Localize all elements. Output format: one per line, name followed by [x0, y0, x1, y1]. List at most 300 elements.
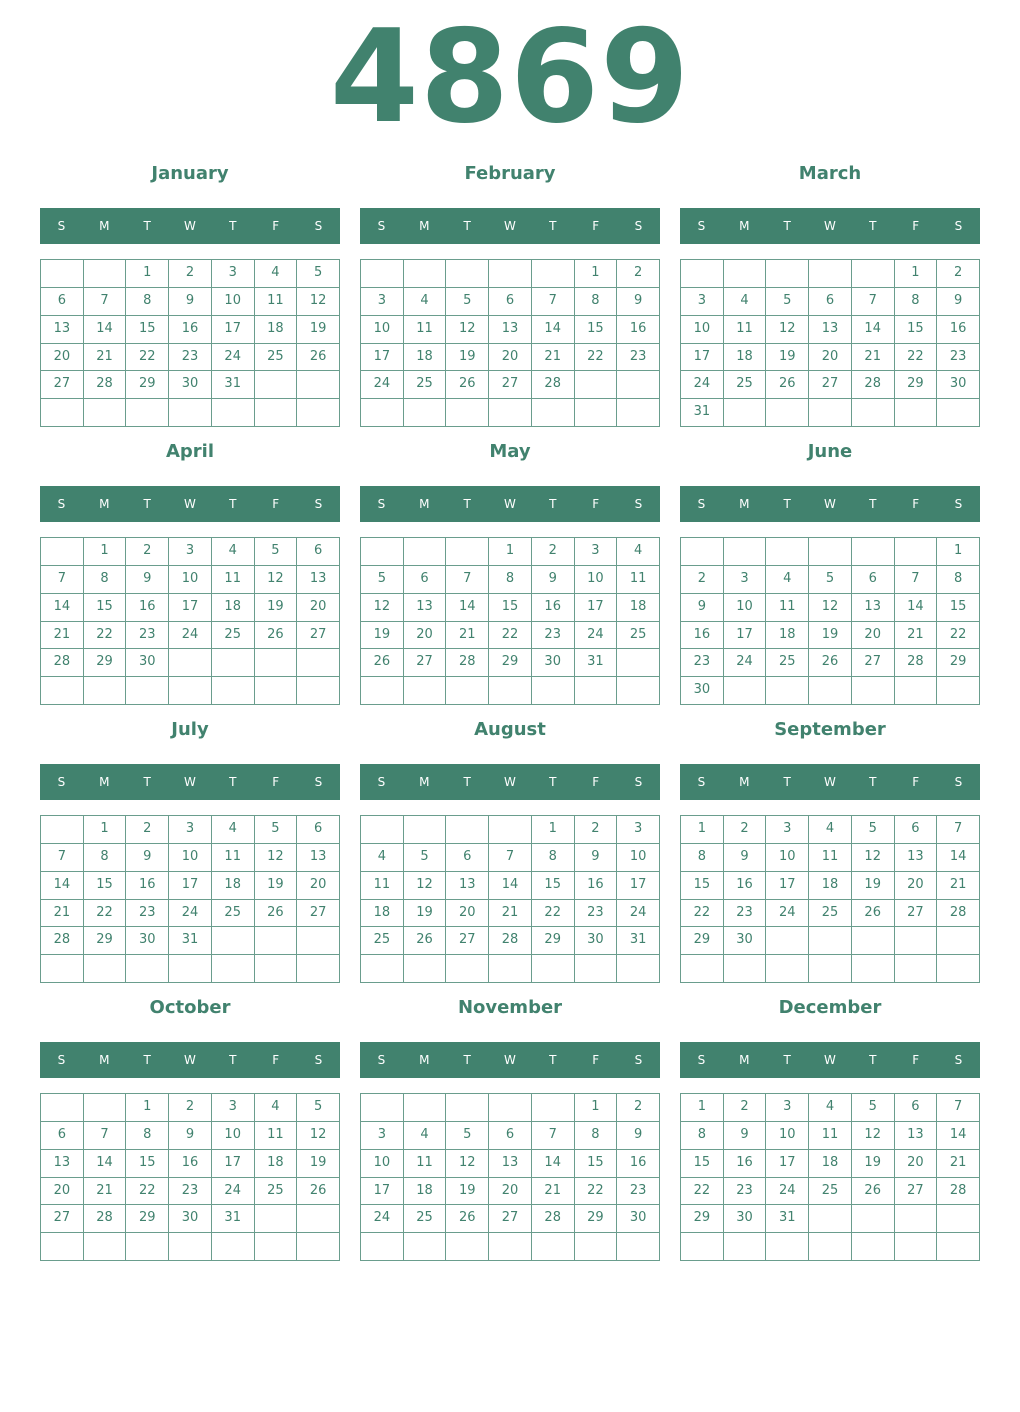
- empty-day-cell: [169, 955, 212, 983]
- day-cell: 13: [297, 566, 340, 594]
- empty-day-cell: [169, 399, 212, 427]
- empty-day-cell: [361, 1094, 404, 1122]
- day-cell: 20: [852, 622, 895, 650]
- empty-day-cell: [766, 538, 809, 566]
- day-cell: 31: [169, 927, 212, 955]
- weekday-label: W: [184, 1053, 196, 1067]
- day-cell: 13: [297, 844, 340, 872]
- empty-day-cell: [937, 399, 980, 427]
- day-cell: 20: [446, 900, 489, 928]
- weekday-label: F: [272, 775, 280, 789]
- day-cell: 26: [852, 900, 895, 928]
- day-cell: 25: [212, 622, 255, 650]
- day-cell: 2: [617, 1094, 660, 1122]
- day-cell: 3: [361, 288, 404, 316]
- empty-day-cell: [361, 260, 404, 288]
- month-name: January: [151, 163, 229, 184]
- day-cell: 21: [41, 900, 84, 928]
- day-cell: 9: [169, 1122, 212, 1150]
- day-cell: 30: [532, 649, 575, 677]
- empty-day-cell: [41, 816, 84, 844]
- day-cell: 18: [617, 594, 660, 622]
- day-cell: 7: [84, 1122, 127, 1150]
- day-cell: 7: [937, 1094, 980, 1122]
- day-cell: 15: [84, 594, 127, 622]
- empty-day-cell: [766, 955, 809, 983]
- empty-day-cell: [532, 399, 575, 427]
- empty-day-cell: [84, 1233, 127, 1261]
- weekday-label: S: [377, 219, 386, 233]
- day-cell: 14: [852, 316, 895, 344]
- empty-day-cell: [532, 1233, 575, 1261]
- weekday-header: [360, 208, 660, 244]
- day-cell: 20: [895, 872, 938, 900]
- day-cell: 3: [212, 260, 255, 288]
- day-cell: 26: [255, 900, 298, 928]
- day-cell: 21: [41, 622, 84, 650]
- day-cell: 26: [446, 1205, 489, 1233]
- day-cell: 11: [724, 316, 767, 344]
- day-cell: 29: [681, 927, 724, 955]
- day-cell: 9: [681, 594, 724, 622]
- day-cell: 17: [766, 872, 809, 900]
- weekday-label: T: [229, 775, 237, 789]
- empty-day-cell: [212, 677, 255, 705]
- empty-day-cell: [446, 1094, 489, 1122]
- weekday-label: T: [229, 497, 237, 511]
- weekday-label: S: [377, 497, 386, 511]
- day-cell: 6: [297, 538, 340, 566]
- day-cell: 24: [169, 900, 212, 928]
- day-cell: 20: [41, 344, 84, 372]
- weekday-label: T: [783, 497, 791, 511]
- empty-day-cell: [41, 1094, 84, 1122]
- day-cell: 15: [575, 316, 618, 344]
- empty-day-cell: [255, 649, 298, 677]
- day-cell: 3: [169, 538, 212, 566]
- weekday-label: T: [549, 219, 557, 233]
- empty-day-cell: [297, 677, 340, 705]
- empty-day-cell: [169, 649, 212, 677]
- day-cell: 17: [169, 872, 212, 900]
- weekday-label: S: [954, 1053, 963, 1067]
- day-cell: 17: [169, 594, 212, 622]
- weekday-label: T: [869, 219, 877, 233]
- day-cell: 21: [489, 900, 532, 928]
- day-cell: 13: [895, 844, 938, 872]
- day-cell: 21: [532, 344, 575, 372]
- empty-day-cell: [937, 677, 980, 705]
- month-name: May: [489, 441, 531, 462]
- day-cell: 5: [361, 566, 404, 594]
- day-cell: 2: [532, 538, 575, 566]
- day-cell: 17: [212, 316, 255, 344]
- empty-day-cell: [681, 260, 724, 288]
- weekday-label: F: [912, 775, 920, 789]
- day-cell: 10: [617, 844, 660, 872]
- day-cell: 16: [575, 872, 618, 900]
- day-cell: 24: [724, 649, 767, 677]
- day-cell: 12: [809, 594, 852, 622]
- day-cell: 30: [126, 649, 169, 677]
- day-cell: 10: [766, 844, 809, 872]
- day-grid: [40, 259, 340, 427]
- weekday-label: S: [314, 775, 323, 789]
- empty-day-cell: [446, 260, 489, 288]
- empty-day-cell: [41, 260, 84, 288]
- day-cell: 28: [937, 1178, 980, 1206]
- day-cell: 4: [617, 538, 660, 566]
- weekday-label: S: [377, 1053, 386, 1067]
- empty-day-cell: [489, 816, 532, 844]
- empty-day-cell: [575, 677, 618, 705]
- day-cell: 22: [126, 344, 169, 372]
- day-cell: 4: [766, 566, 809, 594]
- day-cell: 10: [169, 566, 212, 594]
- empty-day-cell: [617, 649, 660, 677]
- day-cell: 4: [809, 816, 852, 844]
- empty-day-cell: [575, 371, 618, 399]
- day-grid: [680, 259, 980, 427]
- day-cell: 9: [937, 288, 980, 316]
- empty-day-cell: [766, 1233, 809, 1261]
- empty-day-cell: [937, 927, 980, 955]
- day-grid: [680, 815, 980, 983]
- day-cell: 9: [126, 844, 169, 872]
- day-cell: 17: [212, 1150, 255, 1178]
- empty-day-cell: [126, 399, 169, 427]
- day-cell: 30: [169, 1205, 212, 1233]
- empty-day-cell: [255, 927, 298, 955]
- weekday-label: W: [184, 497, 196, 511]
- day-cell: 7: [446, 566, 489, 594]
- day-grid: [680, 537, 980, 705]
- empty-day-cell: [852, 1205, 895, 1233]
- day-cell: 8: [937, 566, 980, 594]
- day-cell: 30: [169, 371, 212, 399]
- day-cell: 1: [84, 816, 127, 844]
- day-cell: 12: [255, 844, 298, 872]
- day-cell: 1: [937, 538, 980, 566]
- empty-day-cell: [446, 1233, 489, 1261]
- day-cell: 11: [404, 1150, 447, 1178]
- day-cell: 31: [212, 1205, 255, 1233]
- empty-day-cell: [617, 955, 660, 983]
- day-cell: 24: [617, 900, 660, 928]
- day-cell: 5: [297, 260, 340, 288]
- day-cell: 8: [126, 1122, 169, 1150]
- day-cell: 28: [84, 1205, 127, 1233]
- empty-day-cell: [297, 927, 340, 955]
- day-cell: 14: [937, 1122, 980, 1150]
- day-cell: 26: [297, 1178, 340, 1206]
- empty-day-cell: [255, 955, 298, 983]
- day-cell: 27: [297, 900, 340, 928]
- empty-day-cell: [446, 816, 489, 844]
- day-cell: 14: [895, 594, 938, 622]
- day-cell: 1: [489, 538, 532, 566]
- day-cell: 9: [617, 1122, 660, 1150]
- empty-day-cell: [126, 1233, 169, 1261]
- weekday-label: S: [697, 1053, 706, 1067]
- day-cell: 9: [617, 288, 660, 316]
- day-cell: 3: [575, 538, 618, 566]
- empty-day-cell: [297, 399, 340, 427]
- empty-day-cell: [255, 1233, 298, 1261]
- day-cell: 15: [84, 872, 127, 900]
- empty-day-cell: [766, 260, 809, 288]
- empty-day-cell: [724, 538, 767, 566]
- day-cell: 30: [681, 677, 724, 705]
- day-cell: 4: [404, 288, 447, 316]
- day-cell: 27: [41, 371, 84, 399]
- day-cell: 26: [809, 649, 852, 677]
- day-cell: 14: [446, 594, 489, 622]
- month-name: June: [807, 441, 853, 462]
- day-cell: 11: [255, 1122, 298, 1150]
- day-cell: 5: [446, 288, 489, 316]
- weekday-label: T: [143, 1053, 151, 1067]
- day-cell: 5: [809, 566, 852, 594]
- weekday-label: M: [99, 219, 110, 233]
- empty-day-cell: [532, 955, 575, 983]
- day-cell: 26: [852, 1178, 895, 1206]
- weekday-label: M: [419, 775, 430, 789]
- month-name: March: [798, 163, 862, 184]
- weekday-label: M: [99, 1053, 110, 1067]
- day-cell: 27: [41, 1205, 84, 1233]
- day-cell: 17: [724, 622, 767, 650]
- day-cell: 22: [84, 622, 127, 650]
- day-cell: 12: [361, 594, 404, 622]
- day-cell: 22: [937, 622, 980, 650]
- weekday-label: S: [314, 1053, 323, 1067]
- day-cell: 30: [724, 927, 767, 955]
- weekday-label: S: [57, 775, 66, 789]
- month-name: April: [165, 441, 215, 462]
- empty-day-cell: [404, 816, 447, 844]
- day-cell: 31: [766, 1205, 809, 1233]
- day-cell: 10: [724, 594, 767, 622]
- empty-day-cell: [41, 955, 84, 983]
- day-grid: [360, 259, 660, 427]
- day-cell: 29: [84, 927, 127, 955]
- day-cell: 8: [126, 288, 169, 316]
- weekday-label: S: [377, 775, 386, 789]
- weekday-header: [360, 486, 660, 522]
- day-cell: 29: [895, 371, 938, 399]
- day-cell: 18: [404, 344, 447, 372]
- weekday-label: M: [99, 775, 110, 789]
- empty-day-cell: [84, 260, 127, 288]
- day-cell: 6: [446, 844, 489, 872]
- day-cell: 8: [681, 1122, 724, 1150]
- empty-day-cell: [809, 1205, 852, 1233]
- day-cell: 2: [617, 260, 660, 288]
- weekday-label: T: [549, 775, 557, 789]
- empty-day-cell: [617, 399, 660, 427]
- empty-day-cell: [575, 955, 618, 983]
- day-cell: 8: [681, 844, 724, 872]
- day-cell: 12: [446, 1150, 489, 1178]
- day-cell: 11: [766, 594, 809, 622]
- day-cell: 18: [212, 872, 255, 900]
- day-cell: 7: [41, 566, 84, 594]
- day-cell: 19: [852, 872, 895, 900]
- day-cell: 16: [724, 1150, 767, 1178]
- day-cell: 10: [212, 288, 255, 316]
- day-cell: 21: [532, 1178, 575, 1206]
- day-cell: 1: [532, 816, 575, 844]
- day-cell: 25: [617, 622, 660, 650]
- empty-day-cell: [361, 955, 404, 983]
- weekday-label: T: [463, 219, 471, 233]
- empty-day-cell: [297, 371, 340, 399]
- empty-day-cell: [489, 955, 532, 983]
- day-cell: 10: [681, 316, 724, 344]
- month-name: August: [474, 719, 546, 740]
- day-cell: 3: [212, 1094, 255, 1122]
- day-cell: 16: [169, 316, 212, 344]
- day-cell: 22: [681, 1178, 724, 1206]
- day-cell: 9: [724, 844, 767, 872]
- day-cell: 5: [255, 816, 298, 844]
- weekday-label: S: [634, 775, 643, 789]
- day-cell: 23: [724, 1178, 767, 1206]
- day-cell: 12: [297, 288, 340, 316]
- day-cell: 28: [852, 371, 895, 399]
- day-cell: 18: [255, 316, 298, 344]
- weekday-label: T: [463, 497, 471, 511]
- weekday-header: [680, 208, 980, 244]
- day-cell: 4: [361, 844, 404, 872]
- day-cell: 10: [766, 1122, 809, 1150]
- weekday-header: [680, 764, 980, 800]
- weekday-label: M: [419, 1053, 430, 1067]
- day-grid: [360, 537, 660, 705]
- empty-day-cell: [895, 1233, 938, 1261]
- day-cell: 4: [404, 1122, 447, 1150]
- day-cell: 22: [84, 900, 127, 928]
- day-cell: 24: [169, 622, 212, 650]
- weekday-label: M: [739, 497, 750, 511]
- day-cell: 27: [895, 900, 938, 928]
- day-cell: 5: [446, 1122, 489, 1150]
- empty-day-cell: [617, 371, 660, 399]
- day-cell: 29: [575, 1205, 618, 1233]
- day-cell: 12: [446, 316, 489, 344]
- day-cell: 19: [852, 1150, 895, 1178]
- day-cell: 2: [724, 1094, 767, 1122]
- empty-day-cell: [255, 371, 298, 399]
- empty-day-cell: [895, 927, 938, 955]
- day-cell: 5: [297, 1094, 340, 1122]
- day-cell: 17: [681, 344, 724, 372]
- day-cell: 20: [489, 344, 532, 372]
- day-cell: 4: [809, 1094, 852, 1122]
- empty-day-cell: [895, 955, 938, 983]
- day-cell: 13: [404, 594, 447, 622]
- empty-day-cell: [489, 677, 532, 705]
- day-cell: 9: [575, 844, 618, 872]
- day-cell: 6: [41, 288, 84, 316]
- day-cell: 9: [532, 566, 575, 594]
- day-cell: 1: [681, 1094, 724, 1122]
- weekday-label: W: [504, 775, 516, 789]
- day-cell: 18: [255, 1150, 298, 1178]
- day-cell: 15: [532, 872, 575, 900]
- day-cell: 21: [937, 872, 980, 900]
- day-cell: 13: [489, 316, 532, 344]
- empty-day-cell: [361, 1233, 404, 1261]
- empty-day-cell: [809, 677, 852, 705]
- empty-day-cell: [489, 1233, 532, 1261]
- day-cell: 22: [532, 900, 575, 928]
- day-cell: 25: [809, 900, 852, 928]
- day-cell: 22: [489, 622, 532, 650]
- weekday-label: F: [272, 1053, 280, 1067]
- day-cell: 12: [404, 872, 447, 900]
- day-cell: 14: [489, 872, 532, 900]
- day-cell: 28: [489, 927, 532, 955]
- day-cell: 6: [809, 288, 852, 316]
- day-cell: 14: [532, 316, 575, 344]
- day-cell: 2: [575, 816, 618, 844]
- empty-day-cell: [297, 1233, 340, 1261]
- day-cell: 9: [724, 1122, 767, 1150]
- day-cell: 26: [766, 371, 809, 399]
- day-cell: 18: [809, 1150, 852, 1178]
- day-cell: 24: [681, 371, 724, 399]
- weekday-label: W: [504, 497, 516, 511]
- weekday-label: S: [314, 497, 323, 511]
- weekday-header: [40, 208, 340, 244]
- day-cell: 1: [84, 538, 127, 566]
- weekday-label: F: [912, 219, 920, 233]
- empty-day-cell: [724, 955, 767, 983]
- day-cell: 13: [41, 316, 84, 344]
- day-cell: 14: [84, 316, 127, 344]
- empty-day-cell: [532, 677, 575, 705]
- day-cell: 2: [169, 260, 212, 288]
- day-cell: 12: [852, 1122, 895, 1150]
- month-name: November: [457, 997, 563, 1018]
- day-cell: 8: [489, 566, 532, 594]
- weekday-header: [40, 764, 340, 800]
- day-cell: 2: [126, 538, 169, 566]
- day-cell: 3: [681, 288, 724, 316]
- weekday-label: S: [697, 497, 706, 511]
- year-title: 4869: [329, 3, 691, 152]
- empty-day-cell: [724, 1233, 767, 1261]
- day-cell: 23: [575, 900, 618, 928]
- empty-day-cell: [84, 399, 127, 427]
- day-cell: 15: [575, 1150, 618, 1178]
- day-cell: 12: [297, 1122, 340, 1150]
- day-cell: 27: [852, 649, 895, 677]
- day-cell: 23: [724, 900, 767, 928]
- empty-day-cell: [446, 677, 489, 705]
- day-cell: 13: [41, 1150, 84, 1178]
- day-grid: [360, 1093, 660, 1261]
- day-cell: 10: [212, 1122, 255, 1150]
- day-cell: 9: [169, 288, 212, 316]
- empty-day-cell: [361, 816, 404, 844]
- empty-day-cell: [809, 399, 852, 427]
- empty-day-cell: [809, 927, 852, 955]
- weekday-label: W: [184, 775, 196, 789]
- day-cell: 2: [724, 816, 767, 844]
